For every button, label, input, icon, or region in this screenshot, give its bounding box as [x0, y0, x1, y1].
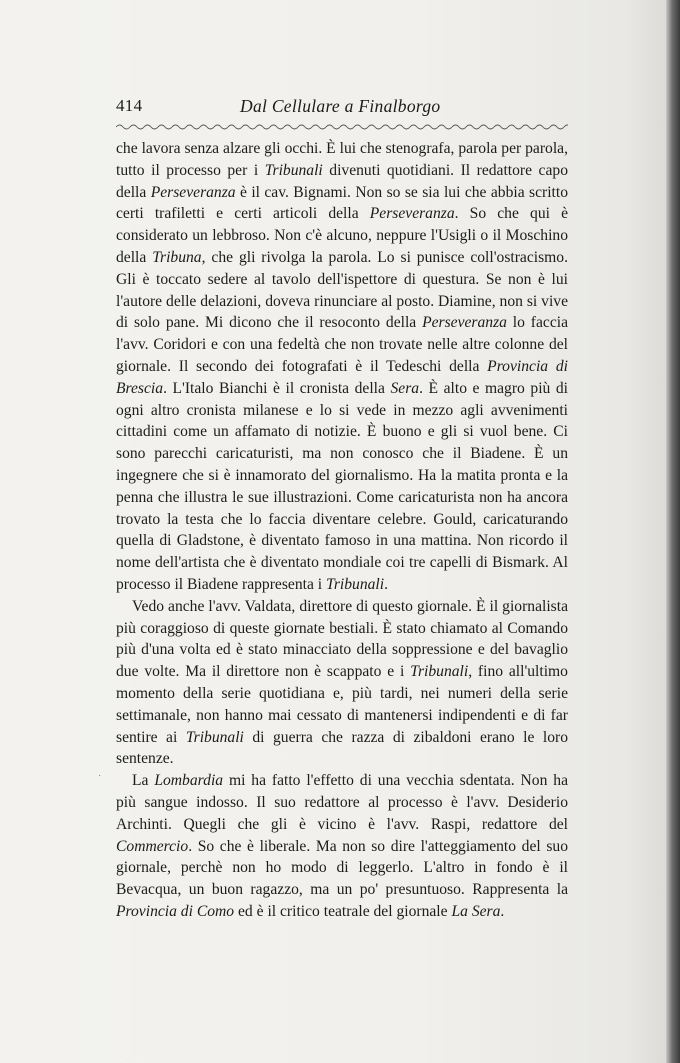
page-edge-shadow: [666, 0, 680, 1063]
paragraph-2: Vedo anche l'avv. Valdata, direttore di questo giornale. È il giornalista più coraggioso di queste giornate bestiali. È stato chiamato al Comando più d'una volta ed è stato minacciato della soppressione e del bavaglio due volte. Ma il direttore non è scappato e i Tribunali, fino all'ultimo momento della serie quotidiana e, più tardi, nei numeri della serie settimanale, non hanno mai cessato di mantenersi indipendenti e di far sentire ai Tribunali di guerra che razza di zibaldoni erano le loro sentenze.: [116, 597, 568, 768]
running-head: Dal Cellulare a Finalborgo: [240, 96, 441, 116]
body-text: [116, 138, 568, 923]
page-header: [116, 96, 568, 120]
paragraph-3: La Lombardia mi ha fatto l'effetto di una vecchia sdentata. Non ha più sangue indosso. Il suo redattore al processo è l'avv. Desiderio Archinti. Quegli che gli è vicino è l'avv. Raspi, redattore del Commercio. So che è liberale. Ma non so dire l'atteggiamento del suo giornale, perchè non ho modo di leggerlo. L'altro in fondo è il Bevacqua, un buon ragazzo, ma un po' presuntuoso. Rappresenta la Provincia di Como ed è il critico teatrale del giornale La Sera.: [116, 772, 568, 920]
paragraph-1: che lavora senza alzare gli occhi. È lui che stenografa, parola per parola, tutto il processo per i Tribunali divenuti quotidiani. Il redattore capo della Perseveranza è il cav. Bignami. Non so se sia lui che abbia scritto certi trafiletti e certi articoli della Perseveranza. So che qui è considerato un lebbroso. Non c'è alcuno, neppure l'Usigli o il Moschino della Tribuna, che gli rivolga la parola. Lo si punisce coll'ostracismo. Gli è toccato sedere al tavolo dell'ispettore di questura. Se non è lui l'autore delle delazioni, doveva rinunciare al posto. Diamine, non si vive di solo pane. Mi dicono che il resoconto della Perseveranza lo faccia l'avv. Coridori e con una fedeltà che non trovate nelle altre colonne del giornale. Il secondo dei fotografati è il Tedeschi della Provincia di Brescia. L'Italo Bianchi è il cronista della Sera. È alto e magro più di ogni altro cronista milanese e lo si vede in mezzo agli avvenimenti cittadini come un affamato di notizie. È buono e gli si vuol bene. Ci sono parecchi caricaturisti, ma non conosco che il Biadene. È un ingegnere che si è innamorato del giornalismo. Ha la matita pronta e la penna che illustra le sue illustrazioni. Come caricaturista non ha ancora trovato la testa che lo faccia diventare celebre. Gould, caricaturando quella di Gladstone, è diventato famoso in una mattina. Non ricordo il nome dell'artista che è diventato mondiale coi tre capelli di Bismark. Al processo il Biadene rappresenta i Tribunali.: [116, 140, 569, 593]
wavy-rule-divider: [116, 122, 568, 132]
page-number: 414: [116, 96, 143, 115]
margin-mark: ˙: [98, 774, 102, 785]
